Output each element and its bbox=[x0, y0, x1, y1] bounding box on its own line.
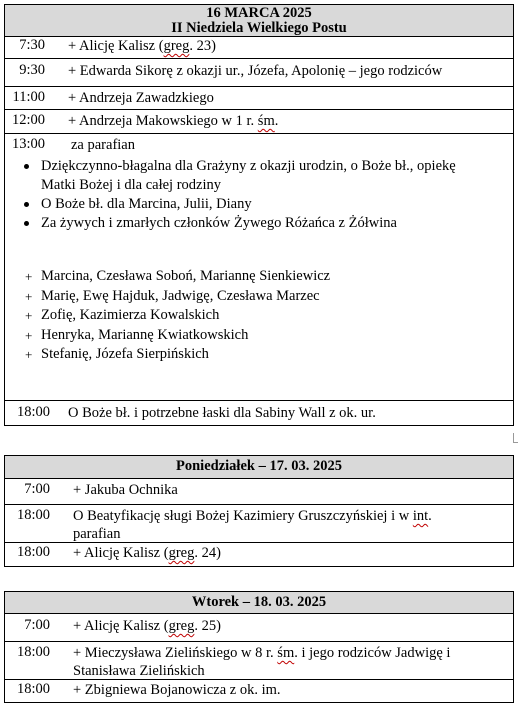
deceased-item: + Marcina, Czesława Soboń, Mariannę Sienkiewicz bbox=[5, 267, 513, 287]
intention-bullet-list bbox=[5, 157, 513, 233]
mass-row bbox=[5, 614, 513, 642]
mass-time: 18:00 bbox=[16, 544, 50, 560]
mass-row bbox=[5, 110, 513, 134]
tuesday-header: Wtorek – 18. 03. 2025 bbox=[5, 592, 513, 614]
deceased-item: + Stefanię, Józefa Sierpińskich bbox=[5, 345, 513, 365]
mass-row bbox=[5, 37, 513, 59]
mass-intention: O Beatyfikację sługi Bożej Kazimiery Gruszczyńskiej i w int. parafian bbox=[73, 508, 432, 542]
sunday-name: II Niedziela Wielkiego Postu bbox=[171, 20, 347, 36]
spellcheck-word: greg bbox=[168, 618, 195, 634]
bullet-item: Dziękczynno-błagalna dla Grażyny z okazji urodzin, o Boże bł., opiekę Matki Bożej i dla całej rodziny bbox=[5, 157, 485, 195]
mass-time: 18:00 bbox=[16, 507, 50, 523]
mass-time: 18:00 bbox=[16, 681, 50, 697]
mass-row-parish bbox=[5, 134, 513, 401]
mass-intention: + Edwarda Sikorę z okazji ur., Józefa, Apolonię – jego rodziców bbox=[68, 63, 443, 79]
mass-intention: + Mieczysława Zielińskiego w 8 r. śm. i jego rodziców Jadwigę i Stanisława Zielińskich bbox=[73, 645, 451, 679]
mass-time: 7:00 bbox=[24, 617, 50, 633]
mass-time: 7:00 bbox=[24, 481, 50, 497]
mass-row bbox=[5, 505, 513, 543]
sunday-date: 16 MARCA 2025 bbox=[206, 5, 312, 21]
mass-intention: + Alicję Kalisz (greg. 25) bbox=[73, 618, 221, 634]
mass-intention: + Andrzeja Zawadzkiego bbox=[68, 90, 214, 106]
table-end-marker bbox=[513, 433, 518, 443]
spellcheck-word: int bbox=[412, 508, 429, 524]
deceased-list bbox=[5, 267, 513, 365]
mass-time: 18:00 bbox=[16, 644, 50, 660]
mass-row bbox=[5, 642, 513, 680]
mass-time: 18:00 bbox=[16, 404, 50, 420]
spellcheck-word: greg bbox=[168, 545, 195, 561]
mass-row bbox=[5, 479, 513, 505]
mass-row bbox=[5, 59, 513, 87]
monday-header: Poniedziałek – 17. 03. 2025 bbox=[5, 456, 513, 479]
deceased-item: + Marię, Ewę Hajduk, Jadwigę, Czesława Marzec bbox=[5, 287, 513, 307]
mass-row bbox=[5, 87, 513, 110]
tuesday-schedule-table bbox=[4, 591, 514, 703]
deceased-item: + Zofię, Kazimierza Kowalskich bbox=[5, 306, 513, 326]
mass-time: 7:30 bbox=[19, 37, 45, 53]
mass-time: 13:00 bbox=[11, 136, 45, 152]
mass-intention: + Jakuba Ochnika bbox=[73, 482, 178, 498]
sunday-schedule-table bbox=[4, 4, 514, 426]
mass-intention: + Zbigniewa Bojanowicza z ok. im. bbox=[73, 682, 281, 698]
mass-row bbox=[5, 543, 513, 566]
mass-title: za parafian bbox=[71, 137, 135, 153]
spellcheck-word: śm bbox=[257, 113, 275, 129]
mass-row bbox=[5, 680, 513, 702]
mass-time: 9:30 bbox=[19, 62, 45, 78]
mass-intention: O Boże bł. i potrzebne łaski dla Sabiny Wall z ok. ur. bbox=[68, 405, 376, 421]
monday-schedule-table bbox=[4, 455, 514, 567]
spellcheck-word: śm bbox=[277, 645, 295, 661]
mass-time: 12:00 bbox=[11, 112, 45, 128]
bullet-item: Za żywych i zmarłych członków Żywego Różańca z Żółwina bbox=[5, 214, 485, 233]
deceased-item: + Henryka, Mariannę Kwiatkowskich bbox=[5, 326, 513, 346]
mass-intention: + Andrzeja Makowskiego w 1 r. śm. bbox=[68, 113, 279, 129]
mass-intention: + Alicję Kalisz (greg. 23) bbox=[68, 38, 216, 54]
spellcheck-word: greg bbox=[163, 38, 190, 54]
bullet-item: O Boże bł. dla Marcina, Julii, Diany bbox=[5, 195, 485, 214]
mass-row bbox=[5, 401, 513, 425]
sunday-header bbox=[5, 5, 513, 37]
mass-intention: + Alicję Kalisz (greg. 24) bbox=[73, 545, 221, 561]
mass-time: 11:00 bbox=[12, 89, 45, 105]
